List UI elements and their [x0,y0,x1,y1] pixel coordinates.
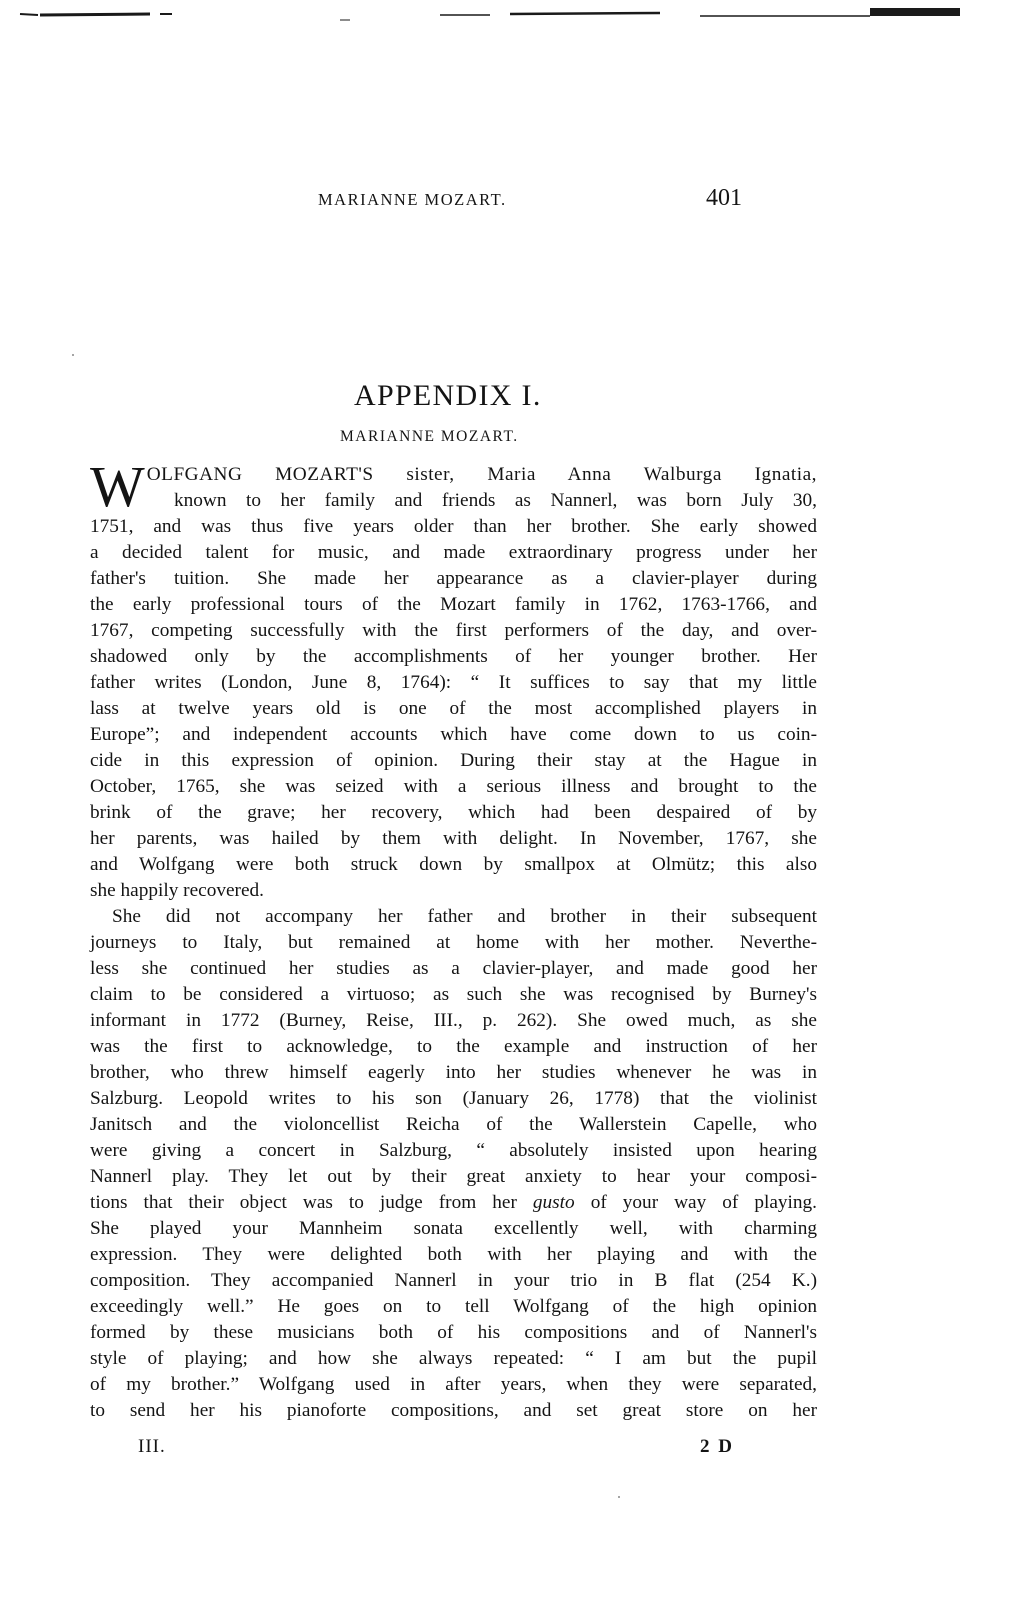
text-line: Europe”; and independent accounts which have come down to us coin- [90,724,817,745]
body-text [90,454,817,1424]
volume-mark: III. [138,1436,166,1457]
page-number: 401 [706,185,742,211]
section-subtitle: MARIANNE MOZART. [340,428,519,445]
text-line: 1751, and was thus five years older than her brother. She early showed [90,516,817,537]
text-line: journeys to Italy, but remained at home with her mother. Neverthe- [90,932,817,953]
text-line: the early professional tours of the Mozart family in 1762, 1763-1766, and [90,594,817,615]
text-line: formed by these musicians both of his compositions and of Nannerl's [90,1322,817,1343]
text-line: were giving a concert in Salzburg, “ absolutely insisted upon hearing [90,1140,817,1161]
running-title: MARIANNE MOZART. [318,190,507,209]
text-line: Janitsch and the violoncellist Reicha of the Wallerstein Capelle, who [90,1114,817,1135]
text-line: lass at twelve years old is one of the most accomplished players in [90,698,817,719]
scan-speck [618,1496,620,1498]
scan-edge-mark [20,12,960,20]
text-line: expression. They were delighted both with her playing and with the [90,1244,817,1265]
text-line: known to her family and friends as Nannerl, was born July 30, [174,490,817,511]
text-line: 1767, competing successfully with the first performers of the day, and over- [90,620,817,641]
scan-edge-marks [0,8,1034,26]
text-line: to send her his pianoforte compositions, and set great store on her [90,1400,817,1421]
text-line: and Wolfgang were both struck down by smallpox at Olmütz; this also [90,854,817,875]
text-line: exceedingly well.” He goes on to tell Wolfgang of the high opinion [90,1296,817,1317]
text-line: brother, who threw himself eagerly into her studies whenever he was in [90,1062,817,1083]
text-line: a decided talent for music, and made extraordinary progress under her [90,542,817,563]
text-line: informant in 1772 (Burney, Reise, III., p. 262). She owed much, as she [90,1010,817,1031]
text-line: father's tuition. She made her appearance as a clavier-player during [90,568,817,589]
line-text: OLFGANG MOZART'S sister, Maria Anna Walburga Ignatia, [146,464,817,485]
scan-speck [72,354,74,356]
text-line: cide in this expression of opinion. During their stay at the Hague in [90,750,817,771]
text-line: style of playing; and how she always repeated: “ I am but the pupil [90,1348,817,1369]
text-line: Nannerl play. They let out by their great anxiety to hear your composi- [90,1166,817,1187]
text-line: father writes (London, June 8, 1764): “ It suffices to say that my little [90,672,817,693]
text-line [90,1190,817,1216]
appendix-title: APPENDIX I. [354,379,542,412]
drop-cap: W [90,454,145,519]
signature-mark: 2 D [700,1436,734,1457]
text-line: was the first to acknowledge, to the example and instruction of her [90,1036,817,1057]
text-line: brink of the grave; her recovery, which had been despaired of by [90,802,817,823]
text-line: less she continued her studies as a clavier-player, and made good her [90,958,817,979]
line-text: of your way of playing. [590,1192,817,1213]
text-line: her parents, was hailed by them with delight. In November, 1767, she [90,828,817,849]
text-line: October, 1765, she was seized with a serious illness and brought to the [90,776,817,797]
text-line: She did not accompany her father and brother in their subsequent [112,906,817,927]
text-line: shadowed only by the accomplishments of her younger brother. Her [90,646,817,667]
text-line: claim to be considered a virtuoso; as such she was recognised by Burney's [90,984,817,1005]
text-line: she happily recovered. [90,880,264,901]
text-line: of my brother.” Wolfgang used in after years, when they were separated, [90,1374,817,1395]
italic-word: gusto [532,1192,575,1213]
line-text: tions that their object was to judge from her [90,1192,517,1213]
text-line: Salzburg. Leopold writes to his son (January 26, 1778) that the violinist [90,1088,817,1109]
text-line: She played your Mannheim sonata excellently well, with charming [90,1218,817,1239]
text-line: composition. They accompanied Nannerl in your trio in B flat (254 K.) [90,1270,817,1291]
